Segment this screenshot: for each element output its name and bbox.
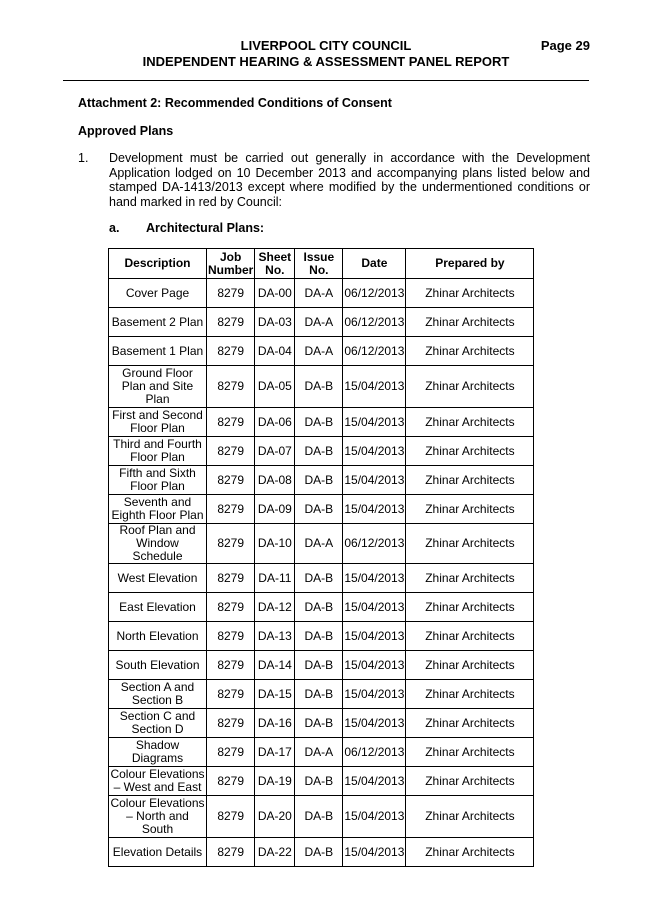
cell-issue-no: DA-B (295, 838, 343, 867)
cell-issue-no: DA-B (295, 437, 343, 466)
cell-date: 15/04/2013 (343, 680, 406, 709)
col-header-job-number: Job Number (208, 249, 254, 277)
cell-description: Cover Page (109, 279, 207, 308)
table-row (109, 308, 534, 337)
cell-prepared-by: Zhinar Architects (406, 437, 534, 466)
cell-description: Fifth and Sixth Floor Plan (109, 466, 207, 495)
cell-issue-no: DA-B (295, 564, 343, 593)
cell-issue-no: DA-A (295, 308, 343, 337)
cell-issue-no: DA-B (295, 680, 343, 709)
cell-prepared-by: Zhinar Architects (406, 524, 534, 564)
cell-job-number: 8279 (207, 466, 255, 495)
table-row (109, 564, 534, 593)
cell-description: South Elevation (109, 651, 207, 680)
header-report-title: INDEPENDENT HEARING & ASSESSMENT PANEL REPORT (142, 54, 510, 69)
cell-description: East Elevation (109, 593, 207, 622)
col-header-description: Description (109, 249, 207, 279)
table-row (109, 524, 534, 564)
cell-description: Shadow Diagrams (109, 738, 207, 767)
condition-text: Development must be carried out generally in accordance with the Development Application lodged on 10 December 2013 and accompanying plans listed below and stamped DA-1413/2013 except where modified by the undermentioned conditions or hand marked in red by Council: (109, 151, 590, 209)
cell-date: 15/04/2013 (343, 709, 406, 738)
cell-sheet-no: DA-16 (255, 709, 295, 738)
cell-sheet-no: DA-20 (255, 796, 295, 838)
table-row (109, 337, 534, 366)
cell-issue-no: DA-A (295, 524, 343, 564)
cell-job-number: 8279 (207, 524, 255, 564)
col-header-sheet-no: Sheet No. (255, 249, 295, 279)
cell-description: Elevation Details (109, 838, 207, 867)
cell-date: 15/04/2013 (343, 622, 406, 651)
col-header-prepared-by: Prepared by (406, 249, 534, 279)
cell-date: 06/12/2013 (343, 308, 406, 337)
table-row (109, 279, 534, 308)
table-row (109, 767, 534, 796)
cell-prepared-by: Zhinar Architects (406, 408, 534, 437)
cell-issue-no: DA-B (295, 408, 343, 437)
cell-issue-no: DA-A (295, 279, 343, 308)
cell-prepared-by: Zhinar Architects (406, 564, 534, 593)
cell-job-number: 8279 (207, 767, 255, 796)
cell-job-number: 8279 (207, 337, 255, 366)
cell-issue-no: DA-A (295, 738, 343, 767)
cell-description: Colour Elevations – West and East (110, 767, 205, 794)
cell-sheet-no: DA-05 (255, 366, 295, 408)
cell-description: North Elevation (109, 622, 207, 651)
cell-prepared-by: Zhinar Architects (406, 767, 534, 796)
cell-issue-no: DA-B (295, 622, 343, 651)
cell-job-number: 8279 (207, 796, 255, 838)
cell-sheet-no: DA-06 (255, 408, 295, 437)
cell-description: Basement 1 Plan (109, 337, 207, 366)
cell-description: Colour Elevations – North and South (110, 796, 205, 836)
table-row (109, 437, 534, 466)
condition-number: 1. (78, 151, 89, 165)
cell-sheet-no: DA-08 (255, 466, 295, 495)
header-org: LIVERPOOL CITY COUNCIL (240, 38, 412, 53)
cell-sheet-no: DA-15 (255, 680, 295, 709)
table-row (109, 622, 534, 651)
cell-prepared-by: Zhinar Architects (406, 279, 534, 308)
table-row (109, 838, 534, 867)
cell-prepared-by: Zhinar Architects (406, 466, 534, 495)
cell-sheet-no: DA-09 (255, 495, 295, 524)
cell-job-number: 8279 (207, 437, 255, 466)
col-header-date: Date (343, 249, 406, 279)
cell-date: 06/12/2013 (343, 738, 406, 767)
table-row (109, 495, 534, 524)
subsection-title: Architectural Plans: (146, 221, 265, 235)
cell-date: 15/04/2013 (343, 564, 406, 593)
cell-issue-no: DA-B (295, 651, 343, 680)
cell-sheet-no: DA-12 (255, 593, 295, 622)
table-header-row (109, 249, 534, 279)
cell-sheet-no: DA-22 (255, 838, 295, 867)
cell-sheet-no: DA-00 (255, 279, 295, 308)
architectural-plans-table (108, 248, 534, 867)
cell-job-number: 8279 (207, 564, 255, 593)
cell-prepared-by: Zhinar Architects (406, 622, 534, 651)
cell-sheet-no: DA-03 (255, 308, 295, 337)
cell-prepared-by: Zhinar Architects (406, 796, 534, 838)
cell-date: 15/04/2013 (343, 437, 406, 466)
cell-issue-no: DA-B (295, 593, 343, 622)
cell-sheet-no: DA-14 (255, 651, 295, 680)
cell-prepared-by: Zhinar Architects (406, 366, 534, 408)
cell-prepared-by: Zhinar Architects (406, 593, 534, 622)
page-number: Page 29 (540, 38, 590, 53)
cell-job-number: 8279 (207, 651, 255, 680)
cell-date: 15/04/2013 (343, 408, 406, 437)
cell-sheet-no: DA-04 (255, 337, 295, 366)
cell-job-number: 8279 (207, 408, 255, 437)
cell-job-number: 8279 (207, 709, 255, 738)
table-row (109, 680, 534, 709)
cell-issue-no: DA-B (295, 495, 343, 524)
cell-job-number: 8279 (207, 308, 255, 337)
cell-date: 15/04/2013 (343, 593, 406, 622)
cell-issue-no: DA-B (295, 709, 343, 738)
cell-description: Ground Floor Plan and Site Plan (109, 366, 207, 408)
cell-description: Third and Fourth Floor Plan (109, 437, 207, 466)
section-title: Approved Plans (78, 124, 174, 138)
cell-issue-no: DA-B (295, 366, 343, 408)
cell-prepared-by: Zhinar Architects (406, 308, 534, 337)
cell-date: 06/12/2013 (343, 337, 406, 366)
table-row (109, 408, 534, 437)
cell-date: 15/04/2013 (343, 466, 406, 495)
cell-job-number: 8279 (207, 680, 255, 709)
table-row (109, 709, 534, 738)
cell-date: 15/04/2013 (343, 495, 406, 524)
cell-sheet-no: DA-19 (255, 767, 295, 796)
cell-prepared-by: Zhinar Architects (406, 838, 534, 867)
cell-issue-no: DA-B (295, 767, 343, 796)
cell-description: Section C and Section D (109, 709, 207, 738)
cell-description: First and Second Floor Plan (109, 408, 207, 437)
table-row (109, 796, 534, 838)
cell-date: 15/04/2013 (343, 366, 406, 408)
table-row (109, 366, 534, 408)
cell-job-number: 8279 (207, 838, 255, 867)
cell-sheet-no: DA-17 (255, 738, 295, 767)
cell-prepared-by: Zhinar Architects (406, 709, 534, 738)
cell-description: West Elevation (109, 564, 207, 593)
cell-job-number: 8279 (207, 593, 255, 622)
table-row (109, 651, 534, 680)
cell-job-number: 8279 (207, 495, 255, 524)
cell-prepared-by: Zhinar Architects (406, 738, 534, 767)
table-row (109, 466, 534, 495)
cell-description: Seventh and Eighth Floor Plan (109, 495, 207, 524)
cell-issue-no: DA-A (295, 337, 343, 366)
cell-prepared-by: Zhinar Architects (406, 651, 534, 680)
cell-job-number: 8279 (207, 279, 255, 308)
attachment-title: Attachment 2: Recommended Conditions of Consent (78, 96, 392, 110)
cell-job-number: 8279 (207, 366, 255, 408)
cell-description: Roof Plan and Window Schedule (109, 524, 207, 564)
cell-job-number: 8279 (207, 738, 255, 767)
cell-prepared-by: Zhinar Architects (406, 495, 534, 524)
table-row (109, 593, 534, 622)
cell-date: 15/04/2013 (343, 767, 406, 796)
col-header-issue-no: Issue No. (295, 249, 343, 279)
cell-issue-no: DA-B (295, 796, 343, 838)
cell-sheet-no: DA-07 (255, 437, 295, 466)
cell-date: 15/04/2013 (343, 796, 406, 838)
cell-issue-no: DA-B (295, 466, 343, 495)
cell-job-number: 8279 (207, 622, 255, 651)
table-row (109, 738, 534, 767)
cell-description: Basement 2 Plan (109, 308, 207, 337)
subsection-letter: a. (109, 221, 120, 235)
header-divider (63, 80, 589, 81)
cell-sheet-no: DA-11 (255, 564, 295, 593)
cell-sheet-no: DA-10 (255, 524, 295, 564)
cell-sheet-no: DA-13 (255, 622, 295, 651)
cell-date: 06/12/2013 (343, 279, 406, 308)
cell-description: Section A and Section B (109, 680, 207, 709)
cell-prepared-by: Zhinar Architects (406, 337, 534, 366)
cell-date: 15/04/2013 (343, 838, 406, 867)
cell-date: 06/12/2013 (343, 524, 406, 564)
cell-prepared-by: Zhinar Architects (406, 680, 534, 709)
cell-date: 15/04/2013 (343, 651, 406, 680)
